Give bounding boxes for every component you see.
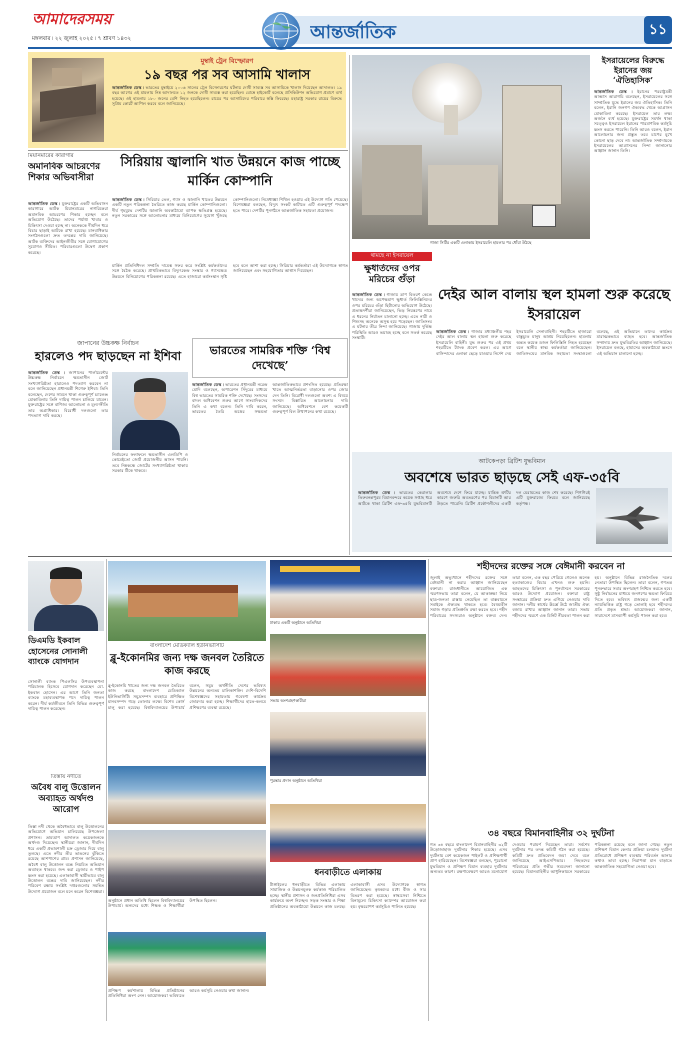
india-military-headline: ভারতের সামরিক শক্তি ‘বিশ্ব দেখেছে’ bbox=[209, 344, 331, 372]
japan-byline: আন্তর্জাতিক ডেস্ক ৷ bbox=[28, 370, 65, 375]
section-title: আন্তর্জাতিক bbox=[310, 22, 396, 42]
col-rule bbox=[428, 559, 429, 1021]
event-photo-2 bbox=[270, 634, 426, 696]
japan-kicker: জাপানের উচ্চকক্ষ নির্বাচন bbox=[77, 340, 139, 347]
lower-rule bbox=[28, 556, 672, 557]
dmd-article bbox=[28, 559, 104, 729]
f35-article bbox=[352, 452, 672, 552]
rule bbox=[28, 150, 348, 151]
dmd-headline: ডিএমডি ইকবাল হোসেনের সোনালী ব্যাংকে যোগদান bbox=[28, 635, 88, 666]
teesta-article bbox=[28, 774, 104, 1020]
gaza-hunger-body: আন্তর্জাতিক ডেস্ক ৷ গাজায় ত্রাণ বিতরণ কেন্দ্রে খাদ্যের জন্য অপেক্ষমাণ ক্ষুধার্ত ফিলিস্তিনিদের ওপর মরিচের গুঁড়া ছিটানোর অভিযোগ উঠেছে। প্রত্যক্ষদর্শীরা জানিয়েছেন, ভিড় নিয়ন্ত্রণের নামে এ ধরনের নির্যাতন চালানো হচ্ছে। এতে নারী ও শিশুসহ অনেকে অসুস্থ হয়ে পড়েছেন। জাতিসংঘ এ ঘটনার তীব্র নিন্দা জানিয়েছে। গাজায় দুর্ভিক্ষ পরিস্থিতি আরও ভয়াবহ হচ্ছে বলে সতর্ক করেছে সংস্থাটি। bbox=[352, 292, 432, 341]
dhanbari-body: টাঙ্গাইলের ধনবাড়ীতে বিভিন্ন এলাকায় সামাজিক ও উন্নয়নমূলক কর্মকাণ্ড পরিচালিত হচ্ছে। স্থানীয় প্রশাসন ও জনপ্রতিনিধিরা এসব কার্যক্রমে অংশ নিচ্ছেন। সড়ক সংস্কার ও শিক্ষা প্রতিষ্ঠানের অবকাঠামো উন্নয়নে কাজ চলছে। এলাকাবাসী এসব উদ্যোগকে স্বাগত জানিয়েছেন। কৃষকদের মধ্যে বীজ ও সার বিতরণ করা হয়েছে। স্বাস্থ্যসেবা নিশ্চিতে বিনামূল্যে চিকিৎসা ক্যাম্পের আয়োজন করা হয়। বৃক্ষরোপণ কর্মসূচিও পালিত হয়েছে। bbox=[270, 882, 426, 909]
mumbai-headline: ১৯ বছর পর সব আসামি খালাস bbox=[143, 68, 311, 82]
gaza-hunger-kicker: থামছে না ইসরায়েল bbox=[352, 252, 432, 261]
japan-body-2: নির্বাচনের ফলাফলে ক্ষমতাসীন এলডিপি ও কোমেইতো জোট প্রয়োজনীয় আসন পায়নি। তবে নিম্নকক্ষে জোটের সংখ্যাগরিষ্ঠতা থাকায় সরকার টিকে থাকবে। bbox=[112, 452, 188, 474]
bd-medical-body-bottom: প্রশিক্ষণ কর্মশালায় বিভিন্ন প্রতিষ্ঠানের প্রতিনিধিরা অংশ নেন। আয়োজকরা ভবিষ্যতে আরও কর্মসূচি নেওয়ার কথা জানান। bbox=[108, 988, 250, 999]
air-force-body: গত ৩৪ বছরে বাংলাদেশ বিমানবাহিনীর ৩২টি উড়োজাহাজ দুর্ঘটনার শিকার হয়েছে। এসব দুর্ঘটনায় বেশ কয়েকজন পাইলট ও প্রশিক্ষণার্থী প্রাণ হারিয়েছেন। বিশেষজ্ঞরা বলছেন, পুরোনো যুদ্ধবিমান ও প্রশিক্ষণ বিমান ব্যবহার দুর্ঘটনার অন্যতম কারণ। রক্ষণাবেক্ষণে আরও মনোযোগ দেওয়ার পরামর্শ দিয়েছেন তারা। সর্বশেষ দুর্ঘটনার পর তদন্ত কমিটি গঠন করা হয়েছে। কমিটি দ্রুত প্রতিবেদন জমা দেবে বলে জানিয়েছে আইএসপিআর। নিহতদের পরিবারের প্রতি গভীর সমবেদনা জানানো হয়েছে। বিমানবাহিনীর আধুনিকায়নে সরকারের পরিকল্পনা রয়েছে বলে জানা গেছে। নতুন প্রশিক্ষণ বিমান কেনার প্রক্রিয়া চলমান। দুর্ঘটনা প্রতিরোধে প্রশিক্ষণ ব্যবস্থায় পরিবর্তন আনার কথাও ভাবা হচ্ছে। নিরাপত্তা মান বাড়াতে আন্তর্জাতিক সহযোগিতা নেওয়া হবে। bbox=[430, 842, 672, 875]
f35-byline: আন্তর্জাতিক ডেস্ক ৷ bbox=[358, 490, 396, 495]
bd-medical-body: ব্লু-ইকোনমি খাতের জন্য দক্ষ জনবল তৈরিতে কাজ করছে বাংলাদেশ মেডিক্যাল ইউনিভার্সিটি। সমুদ্রসম্পদ ব্যবহারে প্রশিক্ষিত মানবসম্পদ গড়ে তোলার লক্ষ্যে বিশেষ কোর্স চালু করা হয়েছে। বিশ্ববিদ্যালয়ের উপাচার্য বলেন, সমুদ্র অর্থনীতি দেশের ভবিষ্যৎ উন্নয়নের অন্যতম চালিকাশক্তি। দেশি-বিদেশি বিশেষজ্ঞদের সহায়তায় গবেষণা কার্যক্রম জোরদার করা হচ্ছে। শিক্ষার্থীদের হাতে-কলমে প্রশিক্ষণের ব্যবস্থা রয়েছে। bbox=[108, 683, 266, 710]
logo bbox=[32, 8, 152, 28]
myanmar-body: আন্তর্জাতিক ডেস্ক ৷ যুক্তরাষ্ট্রের একটি অভিবাসন কারাগারে আটক মিয়ানমারের নাগরিকেরা অমানবিক আচরণের শিকার হচ্ছেন বলে অভিযোগ উঠেছে। তাদের পর্যাপ্ত খাবার ও চিকিৎসা দেওয়া হচ্ছে না। অনেককে দীর্ঘদিন ধরে বিচার ছাড়াই আটকে রাখা হয়েছে। মানবাধিকার সংগঠনগুলো দ্রুত তদন্তের দাবি জানিয়েছে। আটক ব্যক্তিদের আইনজীবীর সঙ্গে যোগাযোগের সুযোগও সীমিত। পরিবারগুলো উদ্বেগ প্রকাশ করেছে। bbox=[28, 201, 108, 255]
event-photo-5 bbox=[108, 830, 266, 896]
syria-headline: সিরিয়ায় জ্বালানি খাত উন্নয়নে কাজ পাচ্ছে মার্কিন কোম্পানি bbox=[120, 155, 340, 189]
myanmar-headline: অমানবিক আচরণের শিকার অভিবাসীরা bbox=[28, 162, 101, 183]
japan-body: আন্তর্জাতিক ডেস্ক ৷ জাপানের পার্লামেন্টের উচ্চকক্ষ নির্বাচনে ক্ষমতাসীন জোট সংখ্যাগরিষ্ঠতা হারালেও পদত্যাগ করবেন না বলে জানিয়েছেন প্রধানমন্ত্রী শিগেরু ইশিবা। তিনি বলেছেন, দেশের সামনে থাকা গুরুত্বপূর্ণ চ্যালেঞ্জ মোকাবিলায় তিনি দায়িত্ব পালন চালিয়ে যাবেন। যুক্তরাষ্ট্রের সঙ্গে বাণিজ্য আলোচনা ও মূল্যস্ফীতি তার অগ্রাধিকার। বিরোধী দলগুলো তার পদত্যাগ দাবি করছে। bbox=[28, 370, 108, 419]
col-rule bbox=[106, 559, 107, 1021]
japan-headline: হারলেও পদ ছাড়ছেন না ইশিবা bbox=[34, 349, 182, 363]
bd-medical-photo bbox=[108, 561, 266, 641]
martyrs-article bbox=[430, 559, 672, 821]
dhanbari-headline: ধনবাড়ীতে এলাকায় bbox=[314, 868, 382, 878]
masthead-rule bbox=[28, 47, 672, 49]
ishiba-photo bbox=[112, 372, 188, 450]
page-number: ১১ bbox=[644, 16, 672, 44]
israel-iran-headline: ইসরায়েলের বিরুদ্ধে ইরানের জয় ‘ঐতিহাসিক’ bbox=[601, 55, 665, 85]
mumbai-photo bbox=[32, 58, 104, 142]
bd-medical-body-lower: অনুষ্ঠানে প্রধান অতিথি ছিলেন বিশ্ববিদ্যালয়ের উপাচার্য। অন্যদের মধ্যে শিক্ষক ও শিক্ষার্থীরা উপস্থিত ছিলেন। bbox=[108, 898, 217, 909]
f35-headline: অবশেষে ভারত ছাড়ছে সেই এফ-৩৫বি bbox=[404, 470, 620, 486]
teesta-body: তিস্তা নদী থেকে অবৈধভাবে বালু উত্তোলনের অভিযোগে অভিযান চালিয়েছে উপজেলা প্রশাসন। ভ্রাম্যমাণ আদালত কয়েকজনকে অর্থদণ্ড দিয়েছেন। স্থানীয়রা জানান, দীর্ঘদিন ধরে একটি প্রভাবশালী চক্র ড্রেজার দিয়ে বালু তুলছে। এতে নদীর তীর ভাঙনের ঝুঁকিতে রয়েছে আশপাশের গ্রাম। প্রশাসন জানিয়েছে, অবৈধ বালু উত্তোলন বন্ধে নিয়মিত অভিযান অব্যাহত থাকবে। জব্দ করা ড্রেজার ও পাইপ ধ্বংস করা হয়েছে। এলাকাবাসী স্থায়ীভাবে বালু উত্তোলন বন্ধের দাবি জানিয়েছেন। নদীর পরিবেশ রক্ষায় সংশ্লিষ্ট দপ্তরগুলোর সমন্বিত উদ্যোগ প্রয়োজন বলে মনে করেন বিশেষজ্ঞরা। bbox=[28, 824, 104, 894]
syria-body: আন্তর্জাতিক ডেস্ক ৷ সিরিয়ার তেল, গ্যাস ও জ্বালানি খাতের উন্নয়নে একটি নতুন পরিকল্পনা তৈরিতে কাজ করছে মার্কিন কোম্পানিগুলো। দীর্ঘ গৃহযুদ্ধে দেশটির জ্বালানি অবকাঠামো ব্যাপক ক্ষতিগ্রস্ত হয়েছে। নতুন সরকারের সঙ্গে আলোচনার মাধ্যমে বিনিয়োগের সুযোগ খুঁজছে কোম্পানিগুলো। নিষেধাজ্ঞা শিথিল হওয়ায় এই উদ্যোগ গতি পেয়েছে। বিশেষজ্ঞরা বলছেন, বিদ্যুৎ সংকট কাটাতে এটি গুরুত্বপূর্ণ পদক্ষেপ হতে পারে। দেশটির পুনর্গঠনে আন্তর্জাতিক সহায়তা প্রয়োজন। bbox=[112, 197, 348, 219]
mumbai-body: আন্তর্জাতিক ডেস্ক ৷ ভারতের মুম্বাইয়ে ২০০৬ সালের ট্রেন বিস্ফোরণের ঘটনায় দোষী সাব্যস্ত সব আসামিকে খালাস দিয়েছেন আদালত। ১৯ বছর আগের এই মামলায় নিম্ন আদালতে ১২ জনকে দোষী সাব্যস্ত করা হয়েছিল। বোম্বে হাইকোর্ট বলেছে প্রসিকিউশন অভিযোগ প্রমাণে ব্যর্থ হয়েছে। ওই হামলায় ১৮০ জনের বেশি নিহত হয়েছিলেন। রায়ের পর আসামিদের পরিবারে স্বস্তি ফিরেছে। মহারাষ্ট্র সরকার রায়ের বিরুদ্ধে সুপ্রিম কোর্টে আপিল করবে বলে জানিয়েছে। bbox=[112, 85, 342, 107]
syria-article bbox=[112, 153, 348, 333]
israel-iran-article bbox=[594, 55, 672, 270]
logo-text: আমাদেরসময় bbox=[32, 10, 112, 28]
bd-medical-article bbox=[108, 559, 266, 764]
dhanbari-article bbox=[270, 866, 426, 1020]
event-caption-1: ঢাকায় একটি অনুষ্ঠানে অতিথিরা bbox=[270, 620, 322, 625]
israel-iran-byline: আন্তর্জাতিক ডেস্ক ৷ bbox=[594, 89, 633, 94]
myanmar-article bbox=[28, 153, 108, 333]
india-military-box bbox=[192, 338, 348, 378]
f35-kicker: আটকেপড়া ব্রিটিশ যুদ্ধবিমান bbox=[478, 458, 546, 465]
myanmar-byline: আন্তর্জাতিক ডেস্ক ৷ bbox=[28, 201, 61, 206]
bd-medical-kicker: বাংলাদেশ মেডিক্যাল ইউনিভার্সিটি bbox=[149, 643, 225, 649]
event-photo-1 bbox=[270, 560, 426, 618]
mumbai-byline: আন্তর্জাতিক ডেস্ক ৷ bbox=[112, 85, 144, 90]
deir-body: আন্তর্জাতিক ডেস্ক ৷ গাজার মধ্যাঞ্চলীয় শহর দেইর আল বালায় স্থল হামলা শুরু করেছে ইসরায়েলি বাহিনী। যুদ্ধ শুরুর পর এই প্রথম শহরটিতে ট্যাংক প্রবেশ করল। এর আগে বাসিন্দাদের এলাকা ছেড়ে যাওয়ার নির্দেশ দেয় ইসরায়েলি সেনাবাহিনী। শহরটিতে হাজারো বাস্তুচ্যুত মানুষ আশ্রয় নিয়েছিলেন। হামলায় অন্তত কয়েক ডজন ফিলিস্তিনি নিহত হয়েছেন বলে স্থানীয় স্বাস্থ্য কর্মকর্তারা জানিয়েছেন। জাতিসংঘের মানবিক সহায়তা সংস্থাগুলো বলেছে, এই অভিযানে তাদের কার্যক্রম মারাত্মকভাবে ব্যাহত হবে। আন্তর্জাতিক সম্প্রদায় দ্রুত যুদ্ধবিরতির আহ্বান জানিয়েছে। ইসরায়েল বলছে, হামাসের অবকাঠামো ধ্বংসে এই অভিযান চালানো হচ্ছে। bbox=[436, 329, 672, 356]
gaza-hunger-article bbox=[352, 252, 432, 432]
bd-medical-headline: ব্লু-ইকোনমির জন্য দক্ষ জনবল তৈরিতে কাজ করছে bbox=[110, 653, 264, 677]
deir-byline: আন্তর্জাতিক ডেস্ক ৷ bbox=[436, 329, 470, 334]
israel-iran-body: আন্তর্জাতিক ডেস্ক ৷ ইরানের পররাষ্ট্রমন্ত্রী আব্বাস আরাগচি বলেছেন, ইসরায়েলের সঙ্গে সাম্প্রতিক যুদ্ধে ইরানের জয় ঐতিহাসিক। তিনি বলেন, ইরানি জনগণ ঐক্যবদ্ধ থেকে আগ্রাসন মোকাবিলা করেছে। ইসরায়েল তার লক্ষ্য অর্জনে ব্যর্থ হয়েছে। যুক্তরাষ্ট্রের সমর্থন থাকা সত্ত্বেও ইসরায়েল ইরানের পারমাণবিক কর্মসূচি ধ্বংস করতে পারেনি। তিনি আরও বলেন, ইরান আলোচনার জন্য প্রস্তুত তবে চাপের মুখে কোনো ছাড় দেবে না। আন্তর্জাতিক সম্প্রদায়কে ইসরায়েলের আগ্রাসনের নিন্দা জানানোর আহ্বান জানান তিনি। bbox=[594, 89, 672, 154]
air-force-headline: ৩৪ বছরে বিমানবাহিনীর ৩২ দুর্ঘটনা bbox=[487, 829, 615, 839]
gaza-photo-caption: গাজা সিটির একটি এলাকায় ইসরায়েলি হামলার পর ধোঁয়া উঠছে bbox=[430, 240, 532, 245]
teesta-headline: অবৈধ বালু উত্তোলন অব্যাহত অর্থদণ্ড আরোপ bbox=[31, 783, 101, 815]
event-photo-4 bbox=[270, 712, 426, 776]
teesta-kicker: তিস্তায় নদীতে bbox=[50, 774, 82, 780]
dmd-photo bbox=[28, 561, 104, 631]
mumbai-article bbox=[28, 52, 346, 148]
event-photo-3 bbox=[108, 766, 266, 824]
india-military-byline: আন্তর্জাতিক ডেস্ক ৷ bbox=[192, 382, 224, 387]
syria-byline: আন্তর্জাতিক ডেস্ক ৷ bbox=[112, 197, 145, 202]
martyrs-body: জুলাই অভ্যুত্থানে শহীদদের রক্তের সঙ্গে বেঈমানী না করার আহ্বান জানিয়েছেন বক্তারা। রাজধানীতে আয়োজিত এক স্মরণসভায় তারা বলেন, যে আকাঙ্ক্ষা নিয়ে ছাত্র-জনতা রাস্তায় নেমেছিল তা বাস্তবায়নে সবাইকে ঐক্যবদ্ধ থাকতে হবে। বৈষম্যহীন সমাজ গড়ার প্রতিশ্রুতি রক্ষা করতে হবে। শহীদ পরিবারের সদস্যরাও অনুষ্ঠানে বক্তব্য দেন। তারা বলেন, এক বছর পেরিয়ে গেলেও অনেক হত্যাকাণ্ডের বিচার এখনও শুরু হয়নি। আহতদের চিকিৎসা ও পুনর্বাসনে সরকারের আরও উদ্যোগ প্রয়োজন। বক্তারা রাষ্ট্র সংস্কারের প্রক্রিয়া দ্রুত এগিয়ে নেওয়ার দাবি জানান। দলীয় স্বার্থের ঊর্ধ্বে উঠে জাতীয় ঐক্য বজায় রাখার আহ্বান জানান তারা। সভায় শহীদদের স্মরণে এক মিনিট নীরবতা পালন করা হয়। অনুষ্ঠানে বিভিন্ন রাজনৈতিক দলের নেতারা উপস্থিত ছিলেন। তারা বলেন, গণতন্ত্র পুনরুদ্ধারে সবার অংশগ্রহণ নিশ্চিত করতে হবে। সুষ্ঠু নির্বাচনের মাধ্যমে জনগণের ক্ষমতা ফিরিয়ে দিতে হবে। ভবিষ্যৎ প্রজন্মের জন্য একটি ন্যায়ভিত্তিক রাষ্ট্র গড়ে তোলাই হবে শহীদদের প্রতি প্রকৃত শ্রদ্ধা। আয়োজকরা জানান, সারাদেশে মাসব্যাপী কর্মসূচি পালন করা হবে। bbox=[430, 575, 672, 618]
dmd-body: সোনালী ব্যাংক পিএলসির উপব্যবস্থাপনা পরিচালক হিসেবে যোগদান করেছেন মো. ইকবাল হোসেন। এর আগে তিনি জনতা ব্যাংকে মহাব্যবস্থাপক পদে দায়িত্ব পালন করেন। দীর্ঘ কর্মজীবনে তিনি বিভিন্ন গুরুত্বপূর্ণ দায়িত্ব পালন করেছেন। bbox=[28, 679, 104, 712]
mumbai-kicker: মুম্বাই ট্রেন বিস্ফোরণ bbox=[200, 57, 254, 65]
event-caption-2: সভায় অংশগ্রহণকারীরা bbox=[270, 698, 307, 703]
event-photo-7 bbox=[108, 932, 266, 986]
air-force-article bbox=[430, 826, 672, 1022]
japan-article bbox=[28, 338, 188, 513]
f35-body: আন্তর্জাতিক ডেস্ক ৷ ভারতের কেরালার তিরুবনন্তপুরম বিমানবন্দরে কয়েক সপ্তাহ ধরে আটকে থাকা ব্রিটিশ এফ-৩৫বি যুদ্ধবিমানটি অবশেষে দেশে ফিরে যাচ্ছে। যান্ত্রিক ত্রুটির কারণে জরুরি অবতরণের পর বিমানটি আর উড়তে পারেনি। ব্রিটিশ প্রকৌশলীদের একটি দল মেরামতের কাজ শেষ করেছে। শিগগিরই এটি যুক্তরাজ্যে ফিরবে বলে জানিয়েছে কর্তৃপক্ষ। bbox=[358, 490, 590, 506]
event-caption-4: পুরস্কার প্রদান অনুষ্ঠানে অতিথিরা bbox=[270, 778, 322, 783]
col-rule bbox=[349, 55, 350, 555]
myanmar-kicker: মিয়ানমারের কারাগার bbox=[28, 153, 74, 159]
event-photo-6 bbox=[270, 804, 426, 862]
india-military-article bbox=[192, 338, 348, 513]
deir-article bbox=[436, 285, 672, 447]
india-military-body: আন্তর্জাতিক ডেস্ক ৷ ভারতের প্রধানমন্ত্রী নরেন্দ্র মোদি বলেছেন, অপারেশন সিঁদুরের মাধ্যমে বিশ্ব ভারতের সামরিক শক্তি দেখেছে। সংসদের বাদল অধিবেশন শুরুর আগে সাংবাদিকদের তিনি এ কথা বলেন। তিনি দাবি করেন, ভারতের তৈরি অস্ত্রের সক্ষমতা আন্তর্জাতিকভাবে প্রশংসিত হয়েছে। প্রতিরক্ষা খাতে আত্মনির্ভরতা বাড়ানোর ওপর জোর দেন তিনি। বিরোধী দলগুলো অবশ্য এ বিষয়ে সংসদে বিস্তারিত আলোচনার দাবি জানিয়েছে। অধিবেশনে বেশ কয়েকটি গুরুত্বপূর্ণ বিল উত্থাপনের কথা রয়েছে। bbox=[192, 382, 348, 415]
masthead bbox=[0, 0, 700, 50]
gaza-photo bbox=[352, 55, 590, 239]
martyrs-headline: শহীদদের রক্তের সঙ্গে বেঈমানী করবেন না bbox=[477, 562, 625, 572]
gaza-hunger-headline: ক্ষুধার্তদের ওপর মরিচের গুঁড়া bbox=[364, 264, 420, 285]
syria-body-2: মার্কিন প্রতিনিধিদল সম্প্রতি দামেস্ক সফর করে সংশ্লিষ্ট কর্মকর্তাদের সঙ্গে বৈঠক করেছে। প্রাথমিকভাবে বিদ্যুৎকেন্দ্র সংস্কার ও গ্যাসক্ষেত্র উন্নয়নে বিনিয়োগের পরিকল্পনা রয়েছে। এতে হাজারো কর্মসংস্থান সৃষ্টি হবে বলে আশা করা হচ্ছে। সিরিয়ার কর্মকর্তারা এই উদ্যোগকে স্বাগত জানিয়েছেন এবং সহযোগিতার আশ্বাস দিয়েছেন। bbox=[112, 263, 348, 279]
masthead-date: মঙ্গলবার ৷ ২২ জুলাই ২০২৫ ৷ ৭ শ্রাবণ ১৪৩২ bbox=[32, 36, 132, 42]
gaza-hunger-byline: আন্তর্জাতিক ডেস্ক ৷ bbox=[352, 292, 385, 297]
deir-headline: দেইর আল বালায় স্থল হামলা শুরু করেছে ইসরায়েল bbox=[437, 287, 671, 323]
globe-icon bbox=[262, 12, 300, 50]
f35-photo bbox=[596, 488, 668, 544]
